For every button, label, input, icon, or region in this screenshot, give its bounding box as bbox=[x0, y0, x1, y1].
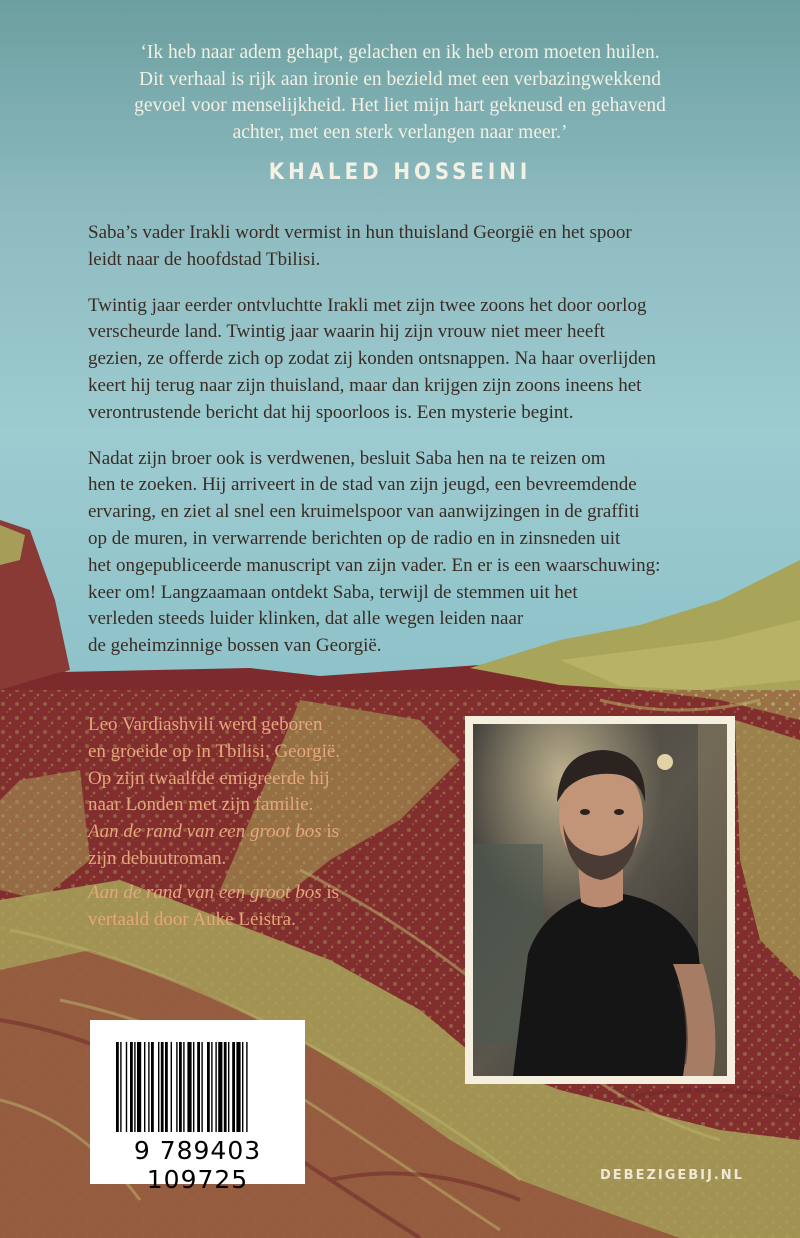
barcode-bar bbox=[201, 1042, 202, 1132]
blurb-line: ervaring, en ziet al snel een kruimelspoor van aanwijzingen in de graffiti bbox=[88, 501, 640, 523]
quote-line: ‘Ik heb naar adem gehapt, gelachen en ik heb erom moeten huilen. bbox=[140, 42, 660, 63]
quote-line: achter, met een sterk verlangen naar meer.’ bbox=[232, 121, 568, 143]
blurb-line: verleden steeds luider klinken, dat alle wegen leiden naar bbox=[88, 608, 524, 630]
author-photo bbox=[473, 724, 727, 1076]
blurb-line: verontrustende bericht dat hij spoorloos is. Een mysterie begint. bbox=[88, 401, 574, 423]
blurb-line: hen te zoeken. Hij arriveert in de stad van zijn jeugd, een bevreemdende bbox=[88, 474, 637, 496]
book-blurb bbox=[88, 220, 760, 679]
barcode-bar bbox=[197, 1042, 200, 1132]
barcode-bar bbox=[134, 1042, 135, 1132]
blurb-line: keert hij terug naar zijn thuisland, maar dan krijgen zijn zoons ineens het bbox=[88, 374, 642, 396]
book-title: Aan de rand van een groot bos bbox=[88, 881, 322, 903]
barcode-bar bbox=[207, 1042, 210, 1132]
barcode-bar bbox=[232, 1042, 235, 1132]
barcode-bar bbox=[183, 1042, 184, 1132]
blurb-line: gezien, ze offerde zich op zodat zij konden ontsnappen. Na haar overlijden bbox=[88, 348, 656, 370]
isbn-number: 9 789403 109725 bbox=[133, 1136, 262, 1194]
bio-suffix: is bbox=[321, 881, 340, 903]
barcode-bar bbox=[137, 1042, 141, 1132]
bio-line: en groeide op in Tbilisi, Georgië. bbox=[88, 740, 341, 762]
barcode-bar bbox=[148, 1042, 149, 1132]
author-bio bbox=[88, 712, 458, 940]
barcode-bar bbox=[193, 1042, 194, 1132]
blurb-line: het ongepubliceerde manuscript van zijn vader. En er is een waarschuwing: bbox=[88, 554, 661, 576]
barcode-bar bbox=[218, 1042, 222, 1132]
blurb-paragraph bbox=[88, 446, 760, 660]
book-title: Aan de rand van een groot bos bbox=[88, 821, 322, 843]
barcode-bar bbox=[130, 1042, 133, 1132]
barcode-bar bbox=[242, 1042, 243, 1132]
quote-author: KHALED HOSSEINI bbox=[268, 160, 532, 185]
barcode-bar bbox=[211, 1042, 212, 1132]
blurb-paragraph bbox=[88, 220, 760, 274]
barcode-bar bbox=[179, 1042, 182, 1132]
bio-line: Leo Vardiashvili werd geboren bbox=[88, 714, 323, 735]
bio-line: naar Londen met zijn familie. bbox=[88, 794, 314, 816]
blurb-line: op de muren, in verwarrende berichten op de radio en in zinsneden uit bbox=[88, 527, 621, 549]
barcode-bar bbox=[116, 1042, 119, 1132]
barcode-bar bbox=[144, 1042, 145, 1132]
blurb-paragraph bbox=[88, 293, 760, 427]
blurb-line: Twintig jaar eerder ontvluchtte Irakli met zijn twee zoons het door oorlog bbox=[88, 294, 647, 316]
author-portrait-illustration bbox=[473, 724, 727, 1076]
barcode-bar bbox=[165, 1042, 168, 1132]
endorsement-quote bbox=[95, 40, 705, 146]
barcode-bar bbox=[161, 1042, 164, 1132]
barcode-bar bbox=[120, 1042, 121, 1132]
bio-line: Op zijn twaalfde emigreerde hij bbox=[88, 767, 330, 789]
barcode-bar bbox=[151, 1042, 154, 1132]
blurb-line: verscheurde land. Twintig jaar waarin hij zijn vrouw niet meer heeft bbox=[88, 321, 605, 343]
isbn-barcode bbox=[90, 1020, 305, 1194]
barcode-bar bbox=[176, 1042, 177, 1132]
blurb-line: Saba’s vader Irakli wordt vermist in hun thuisland Georgië en het spoor bbox=[88, 222, 632, 243]
author-photo-frame bbox=[465, 716, 735, 1084]
barcode-bar bbox=[171, 1042, 172, 1132]
barcode-bar bbox=[246, 1042, 247, 1132]
barcode-bar bbox=[158, 1042, 159, 1132]
blurb-line: leidt naar de hoofdstad Tbilisi. bbox=[88, 248, 321, 270]
barcode-bar bbox=[126, 1042, 127, 1132]
translator-line: vertaald door Auke Leistra. bbox=[88, 908, 296, 930]
quote-line: Dit verhaal is rijk aan ironie en bezield met een verbazingwekkend bbox=[139, 68, 661, 90]
blurb-line: de geheimzinnige bossen van Georgië. bbox=[88, 635, 382, 657]
bio-suffix: is bbox=[321, 821, 340, 843]
bio-line: zijn debuutroman. bbox=[88, 847, 227, 869]
translation-credit bbox=[88, 880, 458, 934]
publisher-url[interactable]: DEBEZIGEBIJ.NL bbox=[600, 1168, 744, 1183]
barcode-bar bbox=[187, 1042, 191, 1132]
blurb-line: Nadat zijn broer ook is verdwenen, besluit Saba hen na te reizen om bbox=[88, 447, 606, 469]
barcode-bar bbox=[236, 1042, 240, 1132]
bio-paragraph bbox=[88, 712, 458, 873]
barcode-bar bbox=[228, 1042, 229, 1132]
blurb-line: keer om! Langzaamaan ontdekt Saba, terwijl de stemmen uit het bbox=[88, 581, 578, 603]
barcode-bar bbox=[215, 1042, 216, 1132]
barcode-bar bbox=[224, 1042, 227, 1132]
quote-line: gevoel voor menselijkheid. Het liet mijn hart gekneusd en gehavend bbox=[134, 95, 666, 116]
